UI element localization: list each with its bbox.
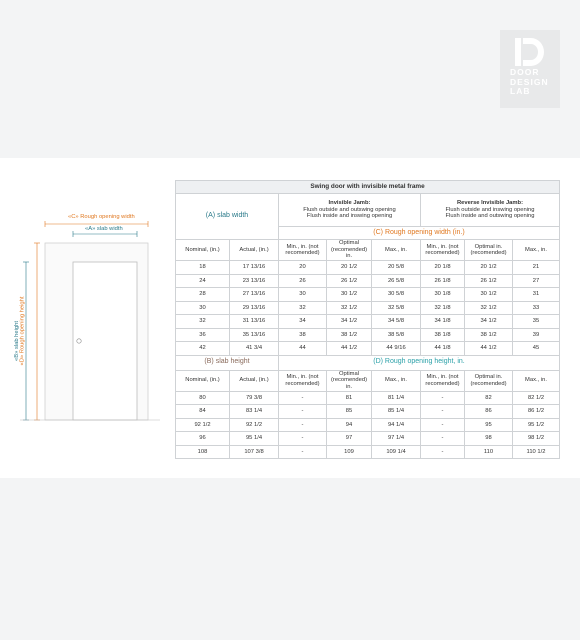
table-cell: 18	[176, 261, 230, 275]
d-dimension-label: «D» Rough opening height	[19, 296, 26, 366]
table-cell: 95 1/4	[230, 432, 279, 446]
table-cell: 20	[279, 261, 327, 275]
table-cell: 44 1/8	[421, 342, 465, 356]
table-cell: 30 1/2	[465, 288, 513, 302]
table-cell: 24	[176, 274, 230, 288]
table-cell: 20 1/2	[465, 261, 513, 275]
table-cell: 28	[176, 288, 230, 302]
table-cell: 97 1/4	[372, 432, 421, 446]
table-cell: 17 13/16	[230, 261, 279, 275]
table-cell: 20 5/8	[372, 261, 421, 275]
table-row	[176, 405, 560, 419]
table-cell: -	[421, 418, 465, 432]
table-cell: 82	[465, 391, 513, 405]
table-cell: 94	[327, 418, 372, 432]
table-cell: -	[279, 432, 327, 446]
height-rows	[176, 391, 560, 459]
height-column-headers	[176, 370, 560, 391]
logo-line-2: DESIGN	[510, 76, 549, 87]
table-cell: 34 5/8	[372, 315, 421, 329]
table-title: Swing door with invisible metal frame	[176, 181, 560, 194]
table-row	[176, 288, 560, 302]
brand-logo	[500, 30, 560, 108]
table-cell: 35	[513, 315, 560, 329]
table-cell: 81	[327, 391, 372, 405]
table-cell: 29 13/16	[230, 301, 279, 315]
logo-line-3: LAB	[510, 86, 531, 96]
table-cell: 86 1/2	[513, 405, 560, 419]
table-cell: 34	[279, 315, 327, 329]
table-cell: 32	[279, 301, 327, 315]
table-cell: 27	[513, 274, 560, 288]
table-cell: 33	[513, 301, 560, 315]
logo-line-1: DOOR	[510, 67, 540, 77]
table-row	[176, 445, 560, 459]
table-cell: 80	[176, 391, 230, 405]
table-cell: 81 1/4	[372, 391, 421, 405]
table-cell: 26 1/8	[421, 274, 465, 288]
table-cell: 94 1/4	[372, 418, 421, 432]
table-cell: 42	[176, 342, 230, 356]
table-cell: 96	[176, 432, 230, 446]
table-cell: 27 13/16	[230, 288, 279, 302]
table-cell: 39	[513, 328, 560, 342]
col-optimal-reverse: Optimal in. (recomended)	[465, 240, 513, 261]
reverse-jamb-header: Reverse Invisible Jamb: Flush outside and inswing opening Flush inside and outswing opening	[421, 194, 560, 227]
col-min-reverse: Min., in. (not recomended)	[421, 370, 465, 391]
table-cell: -	[279, 418, 327, 432]
c-dimension-label: «C» Rough opening width	[68, 214, 135, 220]
table-cell: 109 1/4	[372, 445, 421, 459]
table-cell: 44 1/2	[465, 342, 513, 356]
col-optimal-reverse: Optimal in. (recomended)	[465, 370, 513, 391]
table-cell: 79 3/8	[230, 391, 279, 405]
table-cell: 30 1/8	[421, 288, 465, 302]
table-cell: 110 1/2	[513, 445, 560, 459]
table-cell: 110	[465, 445, 513, 459]
door-design-lab-logo-icon	[513, 36, 547, 68]
table-cell: -	[421, 432, 465, 446]
table-cell: 84	[176, 405, 230, 419]
section-b-header: (B) slab height	[176, 355, 279, 370]
table-cell: 26 5/8	[372, 274, 421, 288]
table-cell: 32	[176, 315, 230, 329]
table-cell: 32 1/2	[465, 301, 513, 315]
table-cell: 31	[513, 288, 560, 302]
col-nominal: Nominal, (in.)	[176, 370, 230, 391]
table-cell: 95	[465, 418, 513, 432]
table-row	[176, 342, 560, 356]
table-cell: 30 5/8	[372, 288, 421, 302]
table-cell: 92 1/2	[230, 418, 279, 432]
table-cell: 38 1/2	[327, 328, 372, 342]
table-cell: 85 1/4	[372, 405, 421, 419]
table-cell: 34 1/8	[421, 315, 465, 329]
table-cell: 38 5/8	[372, 328, 421, 342]
table-cell: -	[421, 391, 465, 405]
door-diagram	[0, 158, 175, 478]
table-cell: 95 1/2	[513, 418, 560, 432]
table-cell: 36	[176, 328, 230, 342]
table-cell: 85	[327, 405, 372, 419]
table-cell: 41 3/4	[230, 342, 279, 356]
table-cell: 26 1/2	[465, 274, 513, 288]
table-cell: 21	[513, 261, 560, 275]
table-cell: 32 1/8	[421, 301, 465, 315]
table-row	[176, 261, 560, 275]
col-max-reverse: Max., in.	[513, 240, 560, 261]
table-cell: -	[279, 405, 327, 419]
col-optimal: Optimal (recomended) in.	[327, 370, 372, 391]
table-cell: 35 13/16	[230, 328, 279, 342]
table-row	[176, 391, 560, 405]
table-cell: 98 1/2	[513, 432, 560, 446]
table-cell: 108	[176, 445, 230, 459]
table-cell: 97	[327, 432, 372, 446]
table-row	[176, 418, 560, 432]
table-row	[176, 432, 560, 446]
section-d-header: (D) Rough opening height, in.	[279, 355, 560, 370]
table-cell: 82 1/2	[513, 391, 560, 405]
table-cell: 30	[176, 301, 230, 315]
table-cell: 107 3/8	[230, 445, 279, 459]
table-cell: 30	[279, 288, 327, 302]
table-row	[176, 328, 560, 342]
col-min: Min., in. (not recomended)	[279, 370, 327, 391]
table-cell: 109	[327, 445, 372, 459]
b-dimension-label: «B» slab height	[13, 321, 20, 361]
col-actual: Actual, (in.)	[230, 240, 279, 261]
a-dimension-label: «A» slab width	[85, 226, 123, 232]
spec-sheet	[0, 158, 580, 478]
table-cell: 92 1/2	[176, 418, 230, 432]
table-cell: 34 1/2	[465, 315, 513, 329]
invisible-jamb-header: Invisible Jamb: Flush outside and outswing opening Flush inside and inswing opening	[279, 194, 421, 227]
table-cell: 23 13/16	[230, 274, 279, 288]
table-cell: -	[279, 445, 327, 459]
section-a-header: (A) slab width	[176, 194, 279, 240]
table-cell: -	[279, 391, 327, 405]
table-row	[176, 315, 560, 329]
table-cell: -	[421, 405, 465, 419]
table-cell: 20 1/8	[421, 261, 465, 275]
col-max: Max., in.	[372, 370, 421, 391]
table-cell: 98	[465, 432, 513, 446]
table-cell: 26 1/2	[327, 274, 372, 288]
table-cell: 31 13/16	[230, 315, 279, 329]
table-cell: 86	[465, 405, 513, 419]
table-cell: -	[421, 445, 465, 459]
table-cell: 30 1/2	[327, 288, 372, 302]
table-cell: 83 1/4	[230, 405, 279, 419]
table-cell: 26	[279, 274, 327, 288]
col-max-reverse: Max., in.	[513, 370, 560, 391]
table-cell: 45	[513, 342, 560, 356]
table-cell: 44 1/2	[327, 342, 372, 356]
section-c-header: (C) Rough opening width (in.)	[279, 227, 560, 240]
table-cell: 38 1/2	[465, 328, 513, 342]
table-cell: 38	[279, 328, 327, 342]
col-optimal: Optimal (recomended) in.	[327, 240, 372, 261]
table-row	[176, 301, 560, 315]
width-column-headers	[176, 240, 560, 261]
door-size-table	[175, 180, 560, 459]
table-cell: 44	[279, 342, 327, 356]
col-actual: Actual, (in.)	[230, 370, 279, 391]
col-min-reverse: Min., in. (not recomended)	[421, 240, 465, 261]
table-cell: 38 1/8	[421, 328, 465, 342]
col-nominal: Nominal, (in.)	[176, 240, 230, 261]
table-cell: 20 1/2	[327, 261, 372, 275]
table-cell: 32 1/2	[327, 301, 372, 315]
table-cell: 32 5/8	[372, 301, 421, 315]
table-cell: 34 1/2	[327, 315, 372, 329]
col-max: Max., in.	[372, 240, 421, 261]
table-row	[176, 274, 560, 288]
table-cell: 44 9/16	[372, 342, 421, 356]
door-diagram-drawing	[0, 158, 175, 478]
width-rows	[176, 261, 560, 356]
col-min: Min., in. (not recomended)	[279, 240, 327, 261]
